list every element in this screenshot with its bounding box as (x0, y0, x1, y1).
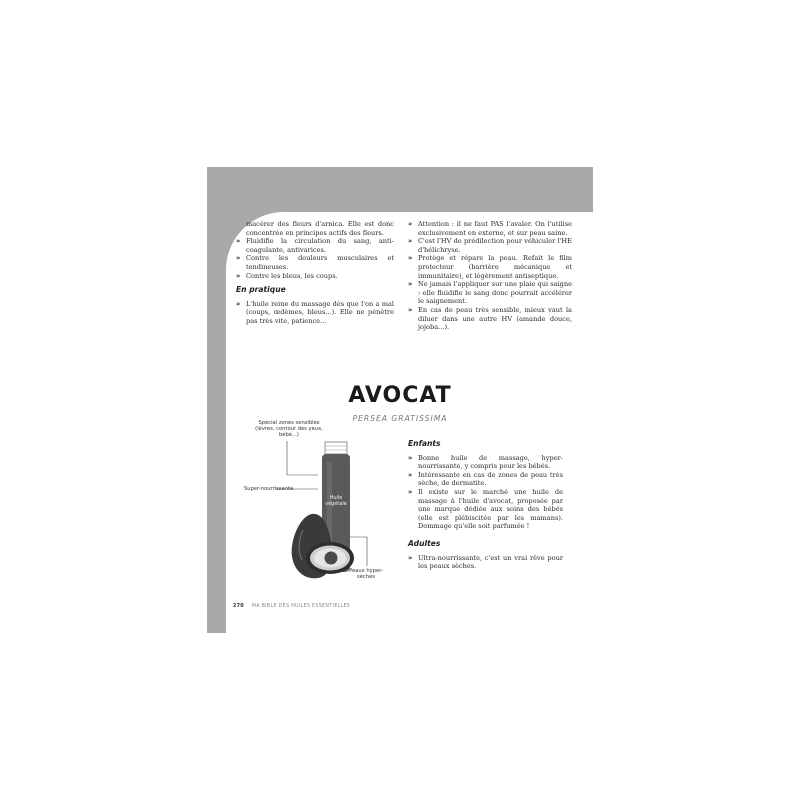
avocado-pit-icon (325, 552, 338, 565)
section-title-en-pratique: En pratique (236, 285, 286, 295)
bottle-text: Huile végétale (325, 495, 347, 507)
intro-paragraph: macérer des fleurs d'arnica. Elle est donc concentrée en principes actifs des fleurs. (246, 220, 394, 237)
list-item: » Intéressante en cas de zones de peau très sèche, de dermatite. (408, 471, 563, 488)
page-number: 270 (233, 604, 244, 609)
list-item: » En cas de peau très sensible, mieux vaut la diluer dans une autre HV (amande douce, jojoba...). (408, 306, 572, 332)
page-title: AVOCAT (348, 383, 452, 408)
bottle-cap (325, 442, 347, 454)
latin-name: PERSEA GRATISSIMA (352, 414, 448, 423)
page-footer (233, 604, 350, 609)
list-item: » Ultra-nourrissante, c'est un vrai rêve pour les peaux sèches. (408, 554, 563, 571)
list-item: » Il existe sur le marché une huile de massage à l'huile d'avocat, proposée par une marque dédiée aux soins des bébés (elle est plébiscitée par les mamans). Dommage qu'elle soit parfumée ! (408, 488, 563, 531)
list-item: » Fluidifie la circulation du sang, anti-coagulante, antivarices. (236, 237, 394, 254)
section-title-adultes: Adultes (408, 538, 441, 548)
lower-right-column (408, 440, 563, 571)
label-sensitive-zones: Spécial zones sensibles (lèvres, contour des yeux, bébé...) (255, 420, 323, 438)
list-item: » C'est l'HV de prédilection pour véhiculer l'HE d'hélichryse. (408, 237, 572, 254)
list-item: » Attention : il ne faut PAS l'avaler. On l'utilise exclusivement en externe, et sur peau saine. (408, 220, 572, 237)
list-item: » Contre les bleus, les coups. (236, 272, 394, 281)
section-title-enfants: Enfants (408, 439, 441, 448)
leader-line-sensitive (287, 441, 318, 475)
list-item: » Protège et répare la peau. Refait le film protecteur (barrière mécanique et immunitaire), et légèrement antiseptique. (408, 254, 572, 280)
list-item: » Contre les douleurs musculaires et tendineuses. (236, 254, 394, 271)
label-dry-skin: Peaux hyper-sèches (349, 568, 383, 580)
list-item: » L'huile reine du massage dès que l'on a mal (coups, œdèmes, bleus...). Elle ne pénètre pas très vite, patience... (236, 300, 394, 326)
book-title: MA BIBLE DES HUILES ESSENTIELLES (251, 604, 351, 609)
list-item: » Bonne huile de massage, hyper-nourrissante, y compris pour les bébés. (408, 454, 563, 471)
label-super-nourishing: Super-nourrissante (244, 486, 294, 492)
list-item: » Ne jamais l'appliquer sur une plaie qui saigne : elle fluidifie le sang donc pourrait accélérer le saignement. (408, 280, 572, 306)
